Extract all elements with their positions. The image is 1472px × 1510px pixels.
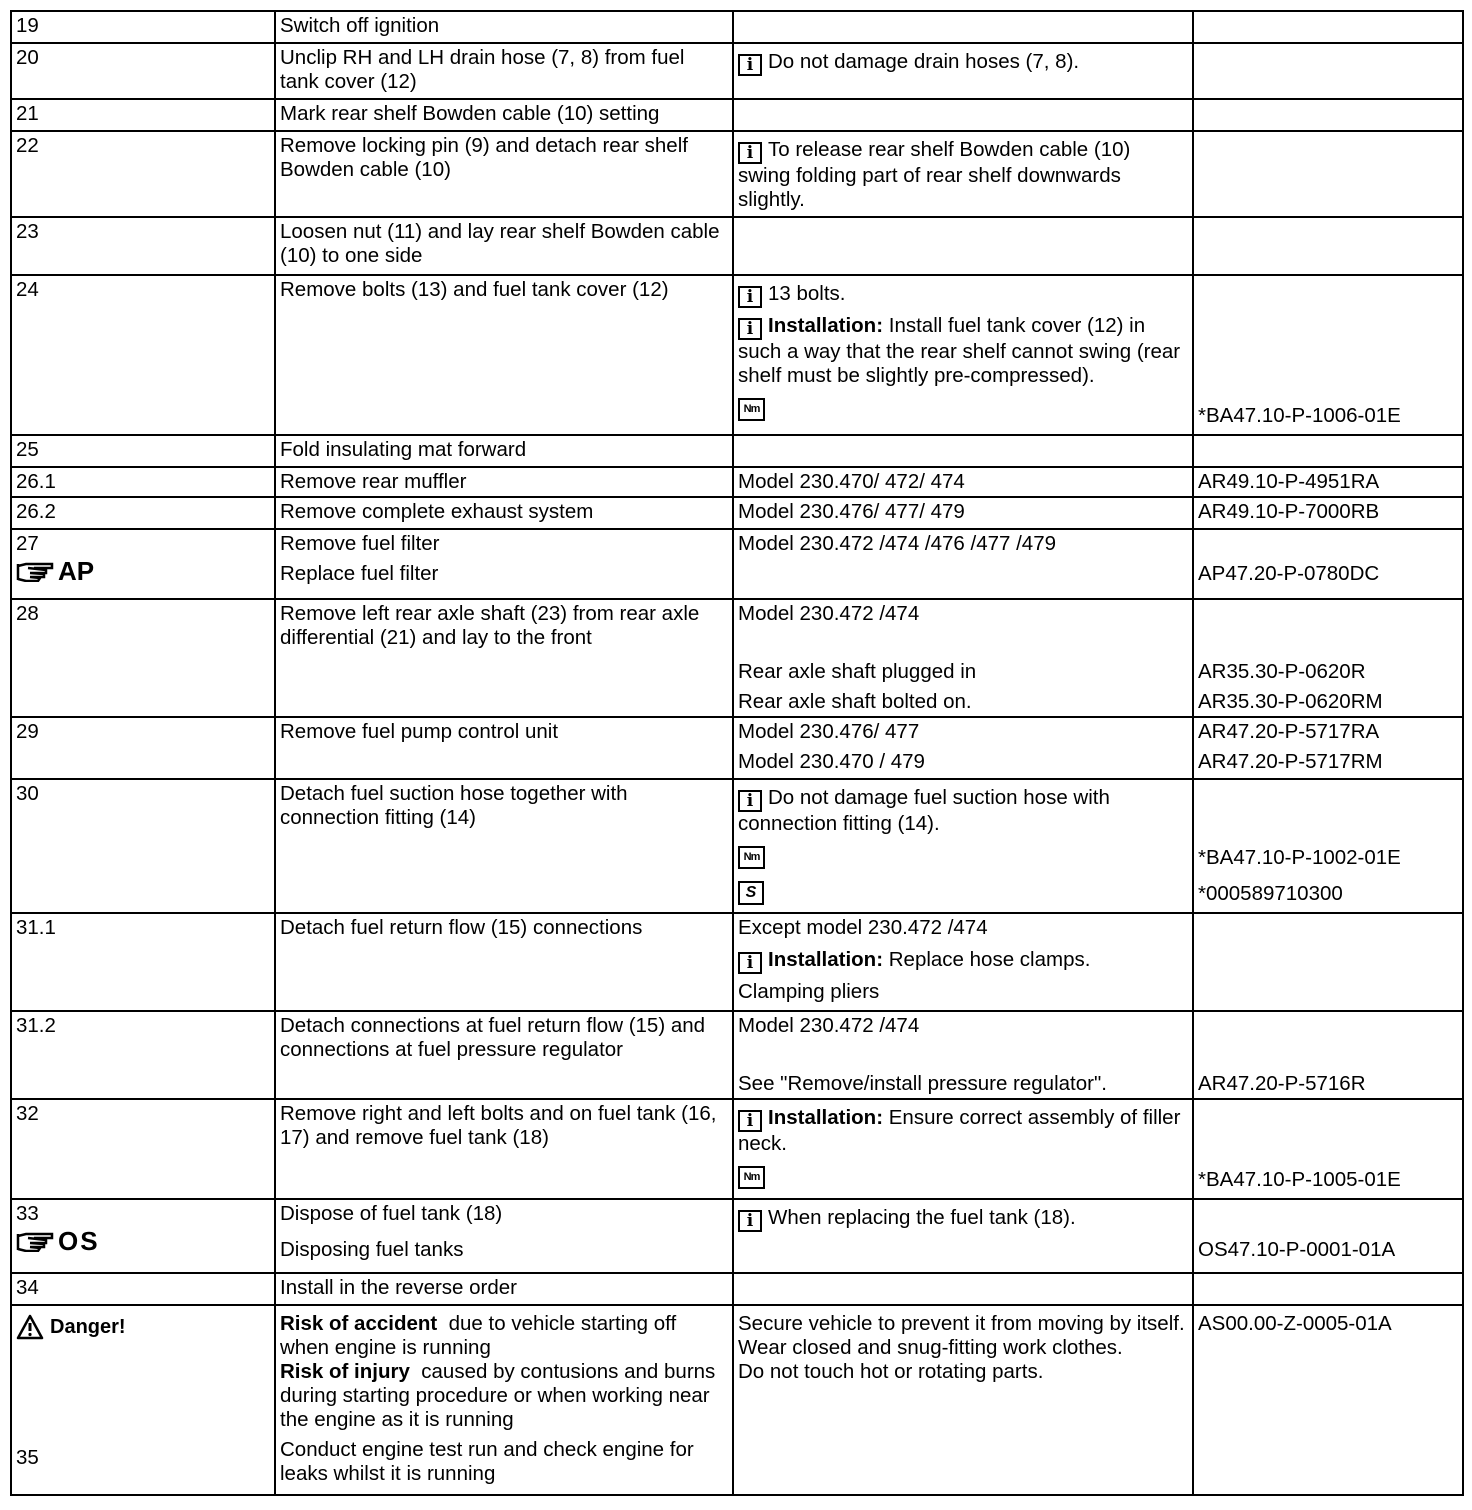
step-note xyxy=(733,1273,1193,1305)
os-badge: OS xyxy=(16,1226,100,1256)
step-number: 20 xyxy=(11,43,275,99)
step-action: Detach fuel suction hose together with connection fitting (14) xyxy=(275,779,733,913)
step-reference: AS00.00-Z-0005-01A xyxy=(1193,1305,1463,1495)
table-row xyxy=(11,11,1463,43)
table-row xyxy=(11,275,1463,435)
table-row xyxy=(11,217,1463,275)
step-reference xyxy=(1193,131,1463,217)
step-reference: AR35.30-P-0620R AR35.30-P-0620RM xyxy=(1193,599,1463,717)
step-number: 23 xyxy=(11,217,275,275)
step-action: Detach fuel return flow (15) connections xyxy=(275,913,733,1011)
pointing-hand-icon xyxy=(16,560,56,582)
ap-badge: AP xyxy=(16,556,94,586)
step-number: 25 xyxy=(11,435,275,467)
table-row xyxy=(11,99,1463,131)
danger-warning: Danger! xyxy=(16,1314,126,1340)
torque-icon: Nm xyxy=(738,1166,765,1189)
step-reference: *BA47.10-P-1006-01E xyxy=(1193,275,1463,435)
step-reference xyxy=(1193,913,1463,1011)
step-note xyxy=(733,11,1193,43)
warning-triangle-icon xyxy=(16,1314,44,1340)
info-icon: i xyxy=(738,1210,762,1232)
step-number: 31.1 xyxy=(11,913,275,1011)
step-reference xyxy=(1193,99,1463,131)
table-row xyxy=(11,1099,1463,1199)
step-number: 21 xyxy=(11,99,275,131)
step-note: Model 230.470/ 472/ 474 xyxy=(733,467,1193,497)
step-action: Remove bolts (13) and fuel tank cover (12) xyxy=(275,275,733,435)
step-action: Switch off ignition xyxy=(275,11,733,43)
step-note: i When replacing the fuel tank (18). xyxy=(733,1199,1193,1273)
table-row xyxy=(11,43,1463,99)
table-row xyxy=(11,717,1463,779)
step-note: i Installation: Ensure correct assembly of filler neck. Nm xyxy=(733,1099,1193,1199)
info-icon: i xyxy=(738,318,762,340)
step-reference: *BA47.10-P-1005-01E xyxy=(1193,1099,1463,1199)
step-number: 32 xyxy=(11,1099,275,1199)
table-row xyxy=(11,913,1463,1011)
table-row xyxy=(11,131,1463,217)
step-action: Install in the reverse order xyxy=(275,1273,733,1305)
info-icon: i xyxy=(738,54,762,76)
step-action: Remove right and left bolts and on fuel tank (16, 17) and remove fuel tank (18) xyxy=(275,1099,733,1199)
step-number: 24 xyxy=(11,275,275,435)
step-note: i To release rear shelf Bowden cable (10) swing folding part of rear shelf downwards slightly. xyxy=(733,131,1193,217)
special-tool-icon: S xyxy=(738,881,764,905)
step-action: Remove left rear axle shaft (23) from rear axle differential (21) and lay to the front xyxy=(275,599,733,717)
step-note: i 13 bolts. i Installation: Install fuel tank cover (12) in such a way that the rear shelf cannot swing (rear shelf must be slightly pre-compressed). Nm xyxy=(733,275,1193,435)
step-number: 26.2 xyxy=(11,497,275,529)
table-row xyxy=(11,779,1463,913)
step-action: Remove complete exhaust system xyxy=(275,497,733,529)
step-action: Remove rear muffler xyxy=(275,467,733,497)
step-action: Remove fuel pump control unit xyxy=(275,717,733,779)
step-number: 28 xyxy=(11,599,275,717)
step-reference xyxy=(1193,435,1463,467)
step-reference: *BA47.10-P-1002-01E *000589710300 xyxy=(1193,779,1463,913)
step-note xyxy=(733,435,1193,467)
table-row xyxy=(11,1273,1463,1305)
step-action: Risk of accident due to vehicle starting off when engine is running Risk of injury caused by contusions and burns during starting procedure or when working near the engine as it is running Conduct engine test run and check engine for leaks whilst it is running xyxy=(275,1305,733,1495)
torque-icon: Nm xyxy=(738,846,765,869)
table-row xyxy=(11,467,1463,497)
step-reference xyxy=(1193,43,1463,99)
step-action: Remove fuel filter Replace fuel filter xyxy=(275,529,733,599)
table-row xyxy=(11,497,1463,529)
step-number: 22 xyxy=(11,131,275,217)
step-reference: AR49.10-P-7000RB xyxy=(1193,497,1463,529)
table-row xyxy=(11,529,1463,599)
step-number: 34 xyxy=(11,1273,275,1305)
info-icon: i xyxy=(738,790,762,812)
step-reference: AP47.20-P-0780DC xyxy=(1193,529,1463,599)
step-note xyxy=(733,217,1193,275)
step-reference xyxy=(1193,1273,1463,1305)
info-icon: i xyxy=(738,1110,762,1132)
step-action: Dispose of fuel tank (18) Disposing fuel tanks xyxy=(275,1199,733,1273)
step-number: 19 xyxy=(11,11,275,43)
step-reference: AR47.20-P-5717RA AR47.20-P-5717RM xyxy=(1193,717,1463,779)
step-note: Secure vehicle to prevent it from moving by itself. Wear closed and snug-fitting work clothes. Do not touch hot or rotating parts. xyxy=(733,1305,1193,1495)
step-note xyxy=(733,99,1193,131)
info-icon: i xyxy=(738,142,762,164)
info-icon: i xyxy=(738,952,762,974)
step-note: Model 230.476/ 477/ 479 xyxy=(733,497,1193,529)
step-reference xyxy=(1193,217,1463,275)
table-row xyxy=(11,1305,1463,1495)
table-row xyxy=(11,1199,1463,1273)
pointing-hand-icon xyxy=(16,1230,56,1252)
step-number: 26.1 xyxy=(11,467,275,497)
step-number: 27 AP xyxy=(11,529,275,599)
step-number: 33 OS xyxy=(11,1199,275,1273)
step-note: i Do not damage drain hoses (7, 8). xyxy=(733,43,1193,99)
step-action: Unclip RH and LH drain hose (7, 8) from fuel tank cover (12) xyxy=(275,43,733,99)
step-note: Model 230.476/ 477 Model 230.470 / 479 xyxy=(733,717,1193,779)
step-number: 29 xyxy=(11,717,275,779)
step-reference: AR49.10-P-4951RA xyxy=(1193,467,1463,497)
step-note: Model 230.472 /474 See "Remove/install pressure regulator". xyxy=(733,1011,1193,1099)
step-action: Remove locking pin (9) and detach rear shelf Bowden cable (10) xyxy=(275,131,733,217)
step-action: Fold insulating mat forward xyxy=(275,435,733,467)
step-note: Model 230.472 /474 /476 /477 /479 xyxy=(733,529,1193,599)
step-reference xyxy=(1193,11,1463,43)
info-icon: i xyxy=(738,286,762,308)
step-action: Detach connections at fuel return flow (15) and connections at fuel pressure regulator xyxy=(275,1011,733,1099)
step-note: Except model 230.472 /474 i Installation: Replace hose clamps. Clamping pliers xyxy=(733,913,1193,1011)
table-row xyxy=(11,435,1463,467)
step-note: Model 230.472 /474 Rear axle shaft plugged in Rear axle shaft bolted on. xyxy=(733,599,1193,717)
step-number: 30 xyxy=(11,779,275,913)
step-reference: OS47.10-P-0001-01A xyxy=(1193,1199,1463,1273)
step-action: Mark rear shelf Bowden cable (10) setting xyxy=(275,99,733,131)
step-note: i Do not damage fuel suction hose with connection fitting (14). Nm S xyxy=(733,779,1193,913)
torque-icon: Nm xyxy=(738,398,765,421)
step-number: 31.2 xyxy=(11,1011,275,1099)
step-reference: AR47.20-P-5716R xyxy=(1193,1011,1463,1099)
step-action: Loosen nut (11) and lay rear shelf Bowden cable (10) to one side xyxy=(275,217,733,275)
table-row xyxy=(11,599,1463,717)
table-row xyxy=(11,1011,1463,1099)
procedure-table xyxy=(10,10,1464,1496)
step-number: Danger! 35 xyxy=(11,1305,275,1495)
